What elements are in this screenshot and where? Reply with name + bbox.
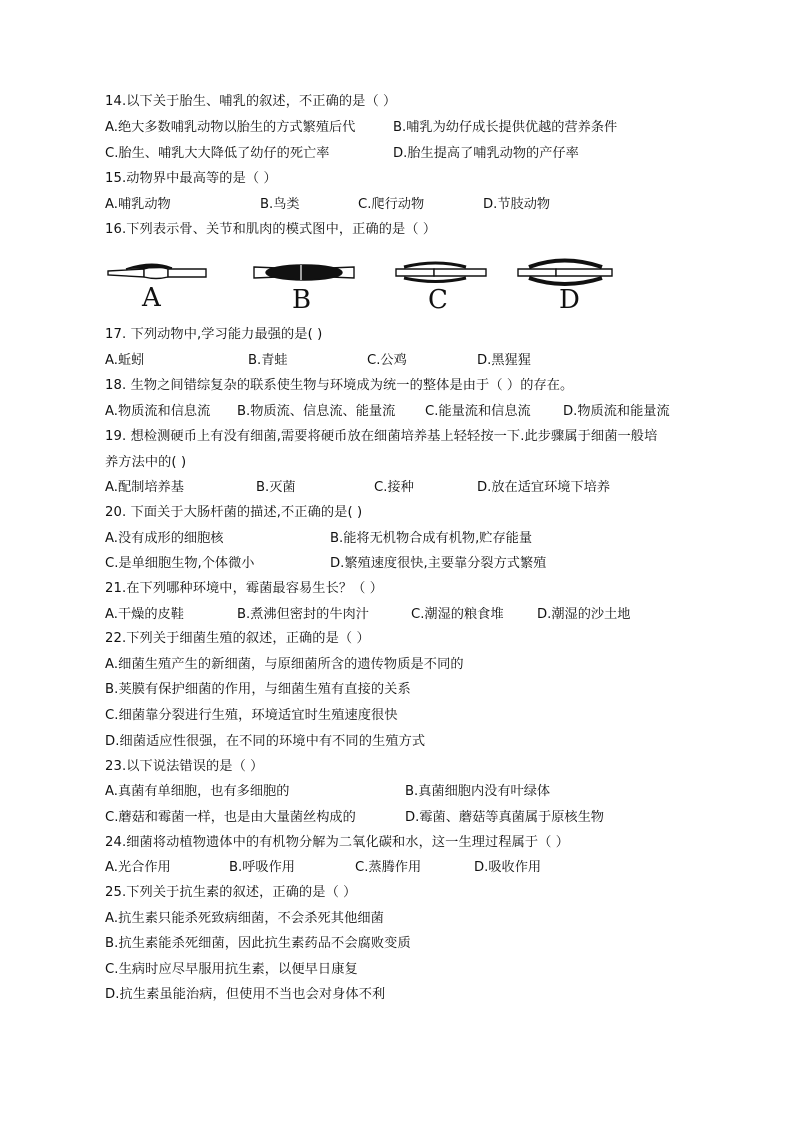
q21-option-c: C.潮湿的粮食堆: [411, 607, 504, 622]
q24-stem: 24.细菌将动植物遗体中的有机物分解为二氧化碳和水，这一生理过程属于（ ）: [105, 835, 570, 850]
q23-stem: 23.以下说法错误的是（ ）: [105, 759, 264, 774]
q19-stem-line1: 19. 想检测硬币上有没有细菌,需要将硬币放在细菌培养基上轻轻按一下.此步骤属于细菌一般培: [105, 429, 658, 444]
q24-option-c: C.蒸腾作用: [355, 860, 422, 875]
q14-option-d: D.胎生提高了哺乳动物的产仔率: [393, 146, 579, 161]
q17-stem: 17. 下列动物中,学习能力最强的是( ): [105, 327, 323, 342]
q21-option-d: D.潮湿的沙土地: [537, 607, 631, 622]
q22-stem: 22.下列关于细菌生殖的叙述，正确的是（ ）: [105, 631, 370, 646]
diagram-option-d: [518, 261, 612, 315]
q16-stem: 16.下列表示骨、关节和肌肉的模式图中，正确的是（ ）: [105, 222, 437, 237]
q23-option-b: B.真菌细胞内没有叶绿体: [405, 784, 551, 799]
q17-option-c: C.公鸡: [367, 353, 407, 368]
q17-option-b: B.青蛙: [248, 353, 288, 368]
q15-option-c: C.爬行动物: [358, 197, 425, 212]
q23-option-d: D.霉菌、蘑菇等真菌属于原核生物: [405, 810, 604, 825]
q19-option-d: D.放在适宜环境下培养: [477, 480, 611, 495]
q15-option-d: D.节肢动物: [483, 197, 551, 212]
q20-option-c: C.是单细胞生物,个体微小: [105, 556, 255, 571]
q25-option-b: B.抗生素能杀死细菌，因此抗生素药品不会腐败变质: [105, 936, 411, 951]
q14-option-a: A.绝大多数哺乳动物以胎生的方式繁殖后代: [105, 120, 356, 135]
q25-option-a: A.抗生素只能杀死致病细菌，不会杀死其他细菌: [105, 911, 384, 926]
q17-option-d: D.黑猩猩: [477, 353, 531, 368]
q20-stem: 20. 下面关于大肠杆菌的描述,不正确的是( ): [105, 505, 363, 520]
diagram-label-b: B: [292, 285, 312, 314]
q25-option-d: D.抗生素虽能治病，但使用不当也会对身体不利: [105, 987, 386, 1002]
q20-option-a: A.没有成形的细胞核: [105, 531, 224, 546]
q21-option-a: A.干燥的皮鞋: [105, 607, 184, 622]
diagram-label-a: A: [142, 283, 161, 313]
q22-option-a: A.细菌生殖产生的新细菌，与原细菌所含的遗传物质是不同的: [105, 657, 464, 672]
q19-stem-line2: 养方法中的( ): [105, 455, 187, 470]
q18-option-d: D.物质流和能量流: [563, 404, 670, 419]
bone-joint-muscle-diagram: [104, 252, 624, 314]
q18-option-c: C.能量流和信息流: [425, 404, 531, 419]
q15-option-a: A.哺乳动物: [105, 197, 171, 212]
q18-option-a: A.物质流和信息流: [105, 404, 211, 419]
q18-stem: 18. 生物之间错综复杂的联系使生物与环境成为统一的整体是由于（ ）的存在。: [105, 378, 574, 393]
q15-stem: 15.动物界中最高等的是（ ）: [105, 171, 277, 186]
q19-option-c: C.接种: [374, 480, 414, 495]
q22-option-d: D.细菌适应性很强，在不同的环境中有不同的生殖方式: [105, 734, 426, 749]
q21-stem: 21.在下列哪种环境中，霉菌最容易生长？（ ）: [105, 581, 384, 596]
q24-option-a: A.光合作用: [105, 860, 171, 875]
q24-option-b: B.呼吸作用: [229, 860, 295, 875]
q20-option-d: D.繁殖速度很快,主要靠分裂方式繁殖: [330, 556, 547, 571]
q14-option-b: B.哺乳为幼仔成长提供优越的营养条件: [393, 120, 618, 135]
diagram-label-c: C: [428, 285, 448, 314]
q20-option-b: B.能将无机物合成有机物,贮存能量: [330, 531, 533, 546]
q15-option-b: B.鸟类: [260, 197, 300, 212]
q17-option-a: A.蚯蚓: [105, 353, 145, 368]
diagram-option-c: [396, 263, 486, 314]
q24-option-d: D.吸收作用: [474, 860, 542, 875]
q21-option-b: B.煮沸但密封的牛肉汁: [237, 607, 369, 622]
diagram-option-a: [108, 264, 206, 313]
q14-stem: 14.以下关于胎生、哺乳的叙述，不正确的是（ ）: [105, 94, 397, 109]
diagram-label-d: D: [559, 285, 580, 314]
q19-option-a: A.配制培养基: [105, 480, 184, 495]
q25-stem: 25.下列关于抗生素的叙述，正确的是（ ）: [105, 885, 357, 900]
q23-option-a: A.真菌有单细胞，也有多细胞的: [105, 784, 290, 799]
q14-option-c: C.胎生、哺乳大大降低了幼仔的死亡率: [105, 146, 330, 161]
q19-option-b: B.灭菌: [256, 480, 296, 495]
q22-option-b: B.荚膜有保护细菌的作用，与细菌生殖有直接的关系: [105, 682, 411, 697]
q25-option-c: C.生病时应尽早服用抗生素，以便早日康复: [105, 962, 358, 977]
q23-option-c: C.蘑菇和霉菌一样，也是由大量菌丝构成的: [105, 810, 356, 825]
q22-option-c: C.细菌靠分裂进行生殖，环境适宜时生殖速度很快: [105, 708, 398, 723]
diagram-option-b: [254, 265, 354, 314]
q18-option-b: B.物质流、信息流、能量流: [237, 404, 396, 419]
